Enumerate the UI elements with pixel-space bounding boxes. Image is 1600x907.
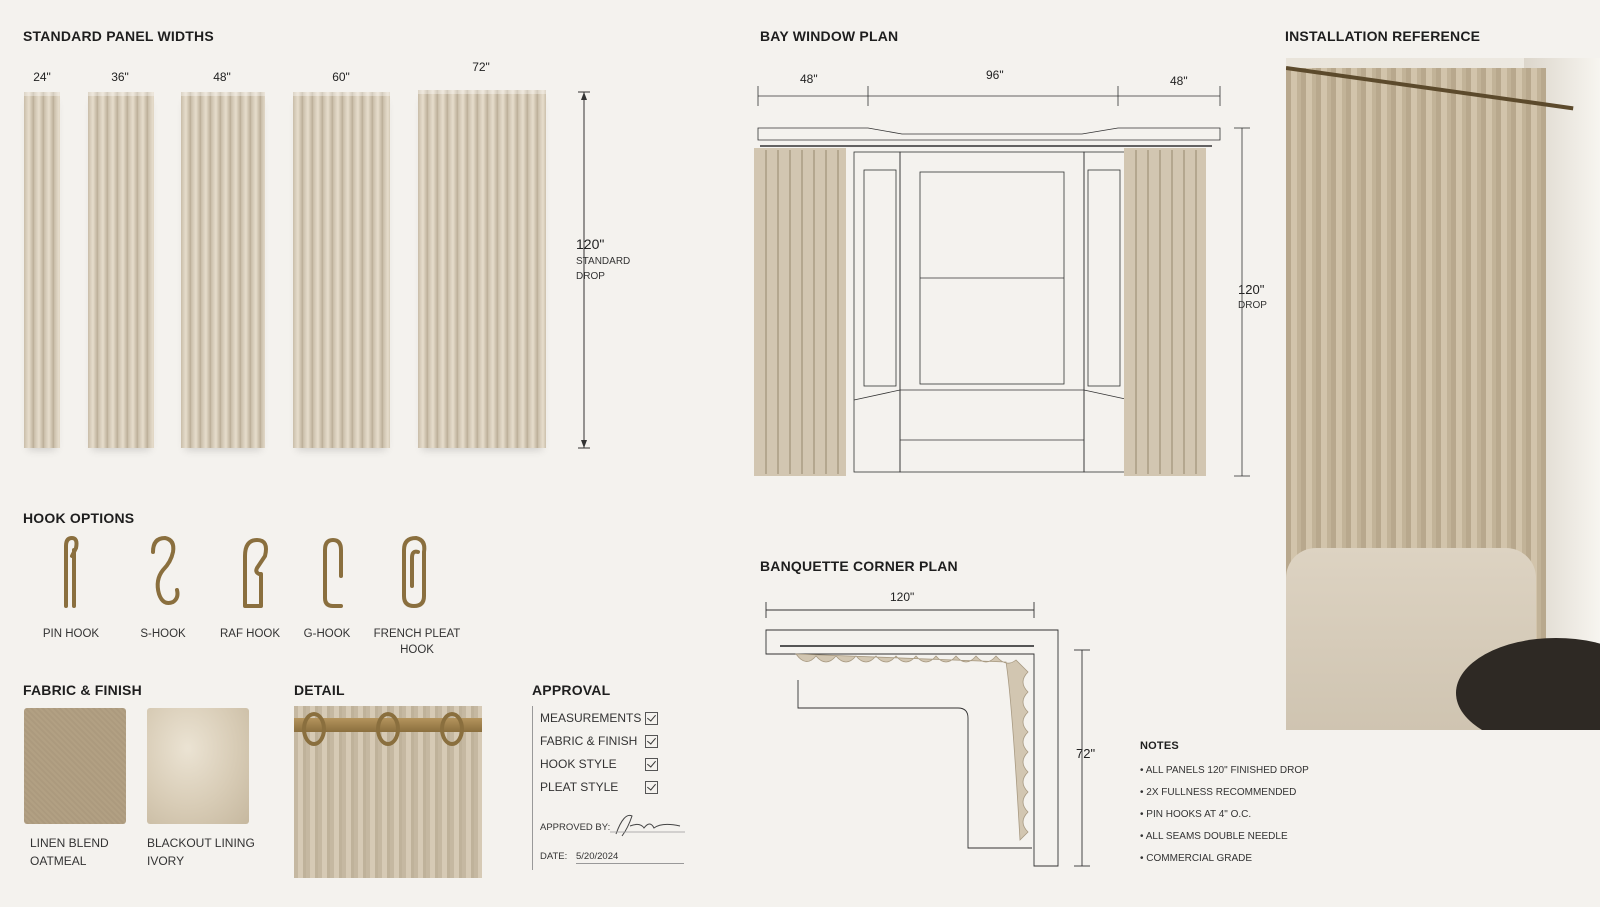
raf-hook-icon [235,536,275,610]
fabric-color: IVORY [147,854,185,868]
date-label: DATE: [540,851,568,862]
fabric-color: OATMEAL [30,854,87,868]
approved-by-label: APPROVED BY: [540,822,611,833]
note-item: • ALL PANELS 120" FINISHED DROP [1140,765,1309,776]
g-hook-icon [313,536,353,610]
curtain-ring [376,712,400,746]
check-icon[interactable] [645,712,658,725]
fabric-finish-heading: FABRIC & FINISH [23,682,142,698]
installation-photo [1286,58,1600,730]
linen-swatch [24,708,126,824]
panel-width-label: 72" [472,60,490,74]
notes-heading: NOTES [1140,740,1179,752]
hook-options-heading: HOOK OPTIONS [23,510,135,526]
banquette-width: 120" [890,590,915,604]
fabric-label [147,834,255,870]
check-icon[interactable] [645,735,658,748]
curtain-panel-24 [24,92,60,448]
curtain-panel-48 [181,92,265,448]
curtain-panel-36 [88,92,154,448]
detail-heading: DETAIL [294,682,345,698]
check-icon[interactable] [645,758,658,771]
note-item: • ALL SEAMS DOUBLE NEEDLE [1140,831,1288,842]
panel-width-label: 24" [33,70,51,84]
panel-widths-heading: STANDARD PANEL WIDTHS [23,28,214,44]
fabric-name: LINEN BLEND [30,836,109,850]
panel-width-label: 36" [111,70,129,84]
check-icon[interactable] [645,781,658,794]
signature [610,808,685,840]
approval-item: HOOK STYLE [540,757,658,771]
hook-label: PIN HOOK [42,628,100,640]
approval-heading: APPROVAL [532,682,611,698]
panel-width-label: 60" [332,70,350,84]
installation-heading: INSTALLATION REFERENCE [1285,28,1481,44]
curtain-panel-72 [418,90,546,448]
panel-width-label: 48" [213,70,231,84]
detail-image [294,706,482,878]
bay-right-width: 48" [1170,74,1188,88]
blackout-swatch [147,708,249,824]
curtain-panel-60 [293,92,390,448]
curtain-ring [440,712,464,746]
hook-label-2: HOOK [400,644,434,656]
curtain-ring [302,712,326,746]
fabric-label [30,834,109,870]
note-item: • COMMERCIAL GRADE [1140,853,1253,864]
bay-drop-value: 120" [1238,282,1265,297]
drop-label-1: STANDARD [576,256,631,267]
bay-left-width: 48" [800,72,818,86]
approval-item: PLEAT STYLE [540,780,658,794]
bay-center-width: 96" [986,68,1004,82]
banquette-plan-drawing [762,600,1092,872]
approval-divider [532,706,533,870]
banquette-heading: BANQUETTE CORNER PLAN [760,558,958,574]
pin-hook-icon [50,536,90,610]
fabric-name: BLACKOUT LINING [147,836,255,850]
notes-list [1140,760,1309,870]
date-value: 5/20/2024 [576,851,684,864]
approval-item: MEASUREMENTS [540,711,658,725]
note-item: • 2X FULLNESS RECOMMENDED [1140,787,1297,798]
s-hook-icon [145,536,185,610]
approval-item: FABRIC & FINISH [540,734,658,748]
bay-window-drawing [752,80,1272,490]
hook-label: FRENCH PLEAT [373,628,461,640]
note-item: • PIN HOOKS AT 4" O.C. [1140,809,1252,820]
hook-label: RAF HOOK [219,628,281,640]
hook-label: S-HOOK [140,628,186,640]
drop-label-2: DROP [576,271,605,282]
hook-label: G-HOOK [303,628,351,640]
bay-drop-label: DROP [1238,300,1267,311]
banquette-depth: 72" [1076,746,1096,761]
french-pleat-hook-icon [394,536,434,610]
bay-window-heading: BAY WINDOW PLAN [760,28,899,44]
drop-value: 120" [576,236,605,252]
